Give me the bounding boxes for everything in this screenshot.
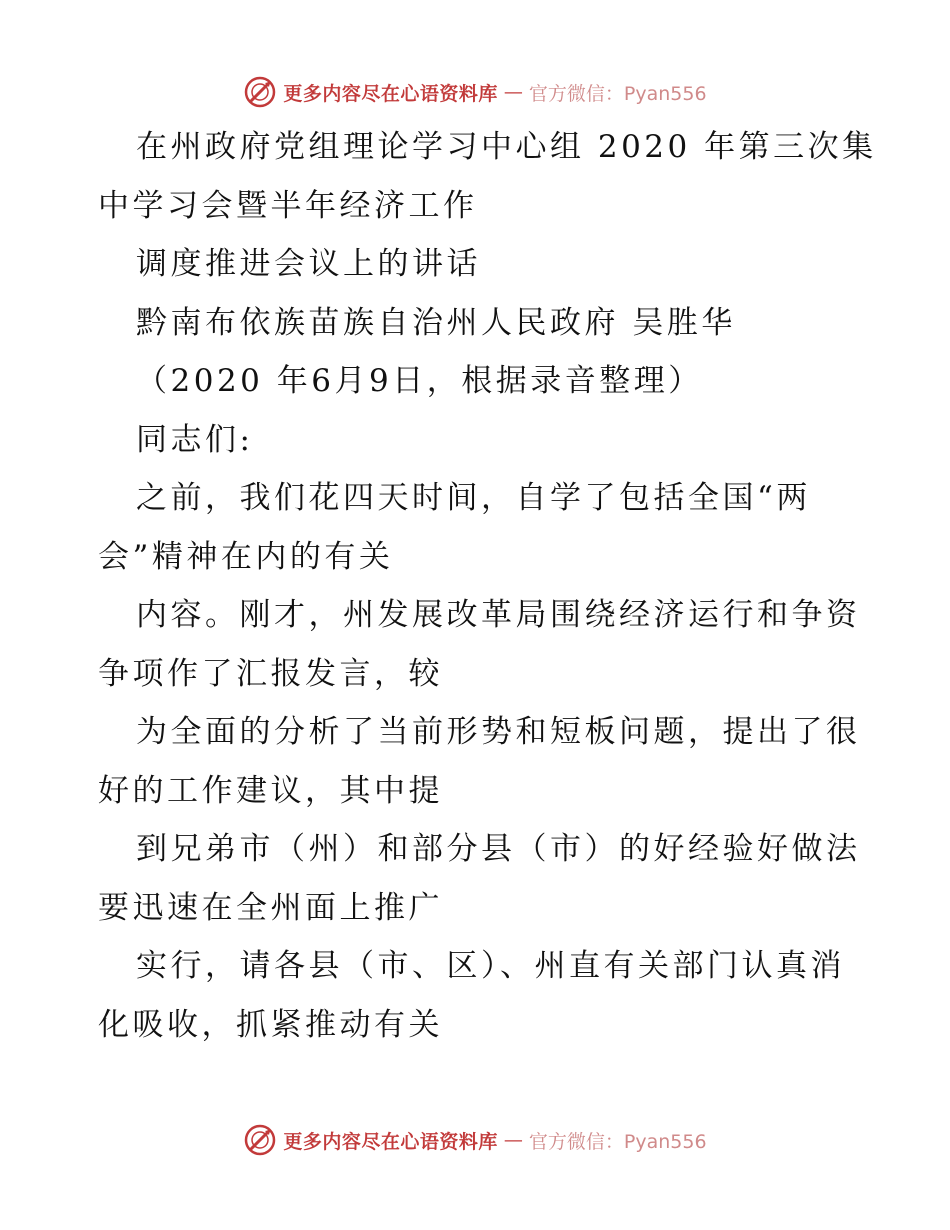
watermark-separator: — xyxy=(503,81,523,103)
text-line: 调度推进会议上的讲话 xyxy=(136,246,481,282)
watermark-footer xyxy=(0,1120,950,1160)
text-line: 为全面的分析了当前形势和短板问题，提出了很 xyxy=(136,714,861,750)
text-line: 争项作了汇报发言，较 xyxy=(98,655,443,692)
text-line: 到兄弟市（州）和部分县（市）的好经验好做法 xyxy=(136,831,861,867)
watermark-separator: — xyxy=(503,1129,523,1151)
watermark-text: 更多内容尽在心语资料库 xyxy=(283,1130,498,1153)
text-line: 同志们: xyxy=(136,421,254,458)
text-line: 要迅速在全州面上推广 xyxy=(98,889,443,926)
watermark-header xyxy=(0,72,950,112)
text-line: 实行，请各县（市、区）、州直有关部门认真消 xyxy=(136,948,845,984)
text-line: 会”精神在内的有关 xyxy=(98,538,394,575)
text-line: 黔南布依族苗族自治州人民政府 吴胜华 xyxy=(136,304,736,341)
text-line: 之前，我们花四天时间，自学了包括全国“两 xyxy=(136,480,811,516)
watermark-wechat: 官方微信：Pyan556 xyxy=(528,82,707,105)
text-line: （2020 年6月9日，根据录音整理） xyxy=(136,363,703,399)
watermark-text: 更多内容尽在心语资料库 xyxy=(283,82,498,105)
text-line: 化吸收，抓紧推动有关 xyxy=(98,1006,443,1043)
logo-icon xyxy=(243,75,277,109)
logo-icon xyxy=(243,1123,277,1157)
text-line: 好的工作建议，其中提 xyxy=(98,772,443,809)
text-line: 内容。刚才，州发展改革局围绕经济运行和争资 xyxy=(136,597,861,633)
text-line: 在州政府党组理论学习中心组 2020 年第三次集 xyxy=(136,129,877,165)
watermark-wechat: 官方微信：Pyan556 xyxy=(528,1130,707,1153)
document-body xyxy=(98,118,877,1054)
text-line: 中学习会暨半年经济工作 xyxy=(98,187,478,224)
